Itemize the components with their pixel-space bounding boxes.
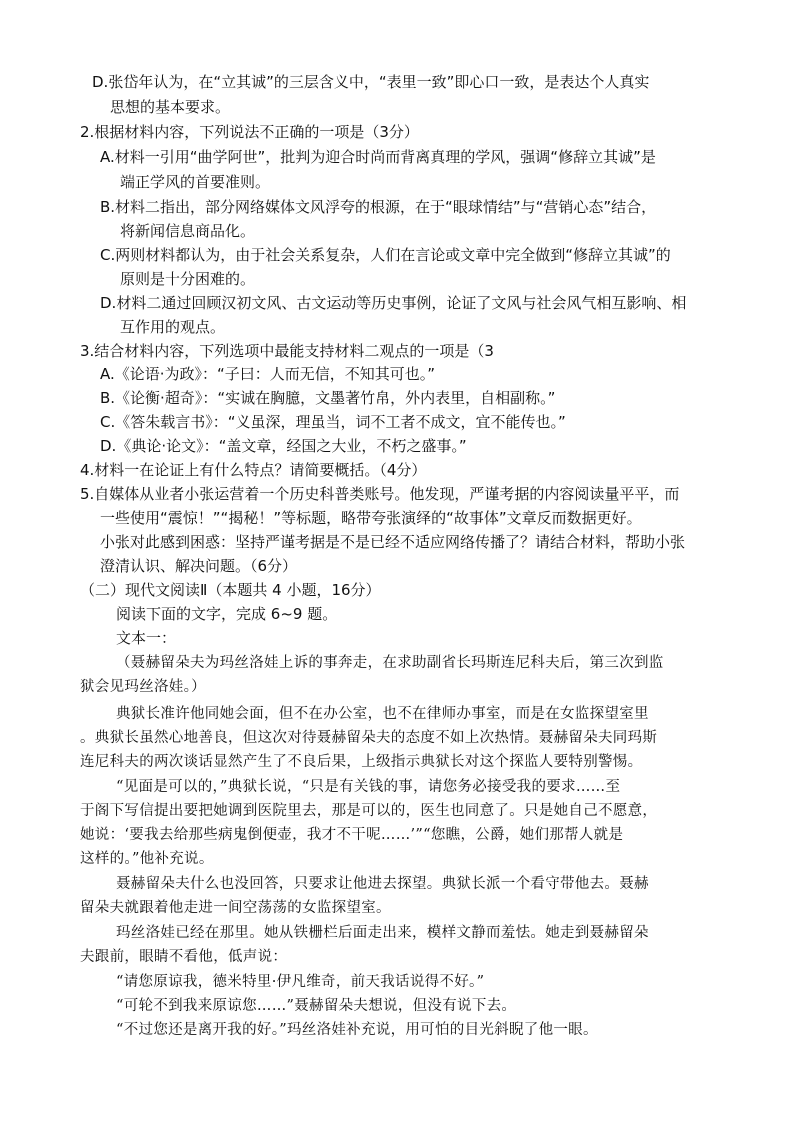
passage-dialogue-1: “请您原谅我，德米特里·伊凡维奇，前天我话说得不好。” [116,974,485,990]
q1-option-d-line2: 思想的基本要求。 [110,98,231,116]
q3-option-a: A.《论语·为政》：“子曰：人而无信，不知其可也。” [100,365,436,383]
q5-line2: 一些使用“震惊！”“揭秘！”等标题，略带夸张演绎的“故事体”文章反而数据更好。 [100,509,642,527]
section-instruction: 阅读下面的文字，完成 6~9 题。 [116,605,338,623]
passage-p3-line4: 这样的。”他补充说。 [80,851,214,867]
passage-p5-line1: 玛丝洛娃已经在那里。她从铁栅栏后面走出来，模样文静而羞怯。她走到聂赫留朵 [116,925,649,941]
q2-stem: 2.根据材料内容，下列说法不正确的一项是（3分） [80,123,419,141]
passage-p3-line1: “见面是可以的，”典狱长说，“只是有关钱的事，请您务必接受我的要求……至 [116,779,621,795]
passage-p2-line2: 。典狱长虽然心地善良，但这次对待聂赫留朵夫的态度不如上次热情。聂赫留朵夫同玛斯 [80,730,658,746]
passage-p4-line1: 聂赫留朵夫什么也没回答，只要求让他进去探望。典狱长派一个看守带他去。聂赫 [116,876,649,892]
passage-dialogue-2: “可轮不到我来原谅您……”聂赫留朵夫想说，但没有说下去。 [116,998,517,1014]
q2-option-c-line1: C.两则材料都认为，由于社会关系复杂，人们在言论或文章中完全做到“修辞立其诚”的 [100,246,671,264]
text-label: 文本一： [116,629,177,647]
q2-option-a-line2: 端正学风的首要准则。 [120,173,271,191]
q2-option-b-line1: B.材料二指出，部分网络媒体文风浮夸的根源，在于“眼球情结”与“营销心态”结合， [100,198,657,216]
q5-line3: 小张对此感到困惑：坚持严谨考据是不是已经不适应网络传播了？请结合材料，帮助小张 [100,533,686,551]
q1-option-d-line1: D.张岱年认为，在“立其诚”的三层含义中，“表里一致”即心口一致，是表达个人真实 [92,73,650,91]
q2-option-c-line2: 原则是十分困难的。 [120,270,256,288]
q5-line1: 5.自媒体从业者小张运营着一个历史科普类账号。他发现，严谨考据的内容阅读量平平，而 [80,485,680,503]
passage-p3-line3: 她说：‘要我去给那些病鬼倒便壶，我才不干呢……’”“您瞧，公爵，她们那帮人就是 [80,827,624,843]
passage-dialogue-3: “不过您还是离开我的好。”玛丝洛娃补充说，用可怕的目光斜睨了他一眼。 [116,1022,598,1038]
q3-option-b: B.《论衡·超奇》：“实诚在胸臆，文墨著竹帛，外内表里，自相副称。” [100,389,556,407]
q2-option-a-line1: A.材料一引用“曲学阿世”，批判为迎合时尚而背离真理的学风，强调“修辞立其诚”是 [100,148,656,166]
q4-stem: 4.材料一在论证上有什么特点？请简要概括。（4分） [80,461,427,479]
q3-option-d: D.《典论·论文》：“盖文章，经国之大业，不朽之盛事。” [100,437,467,455]
q2-option-b-line2: 将新闻信息商品化。 [120,222,256,240]
passage-p2-line3: 连尼科夫的两次谈话显然产生了不良后果，上级指示典狱长对这个探监人要特别警惕。 [80,754,643,770]
q2-option-d-line2: 互作用的观点。 [120,318,226,336]
passage-p2-line1: 典狱长准许他同她会面，但不在办公室，也不在律师办事室，而是在女监探望室里 [116,706,649,722]
passage-p4-line2: 留朵夫就跟着他走进一间空荡荡的女监探望室。 [80,900,391,916]
q3-option-c: C.《答朱载言书》：“义虽深，理虽当，词不工者不成文，宜不能传也。” [100,413,566,431]
passage-p5-line2: 夫跟前，眼睛不看他，低声说： [80,949,288,965]
section-heading: （二）现代文阅读Ⅱ（本题共 4 小题，16分） [80,581,381,599]
passage-p3-line2: 于阁下写信提出要把她调到医院里去，那是可以的，医生也同意了。只是她自己不愿意， [80,803,658,819]
passage-p1-line2: 狱会见玛丝洛娃。） [80,679,206,695]
passage-p1-line1: （聂赫留朵夫为玛丝洛娃上诉的事奔走，在求助副省长玛斯连尼科夫后，第三次到监 [116,655,664,671]
q5-line4: 澄清认识、解决问题。（6分） [100,557,298,575]
q3-stem: 3.结合材料内容，下列选项中最能支持材料二观点的一项是（3 [80,342,494,360]
q2-option-d-line1: D.材料二通过回顾汉初文风、古文运动等历史事例，论证了文风与社会风气相互影响、相 [100,294,687,312]
